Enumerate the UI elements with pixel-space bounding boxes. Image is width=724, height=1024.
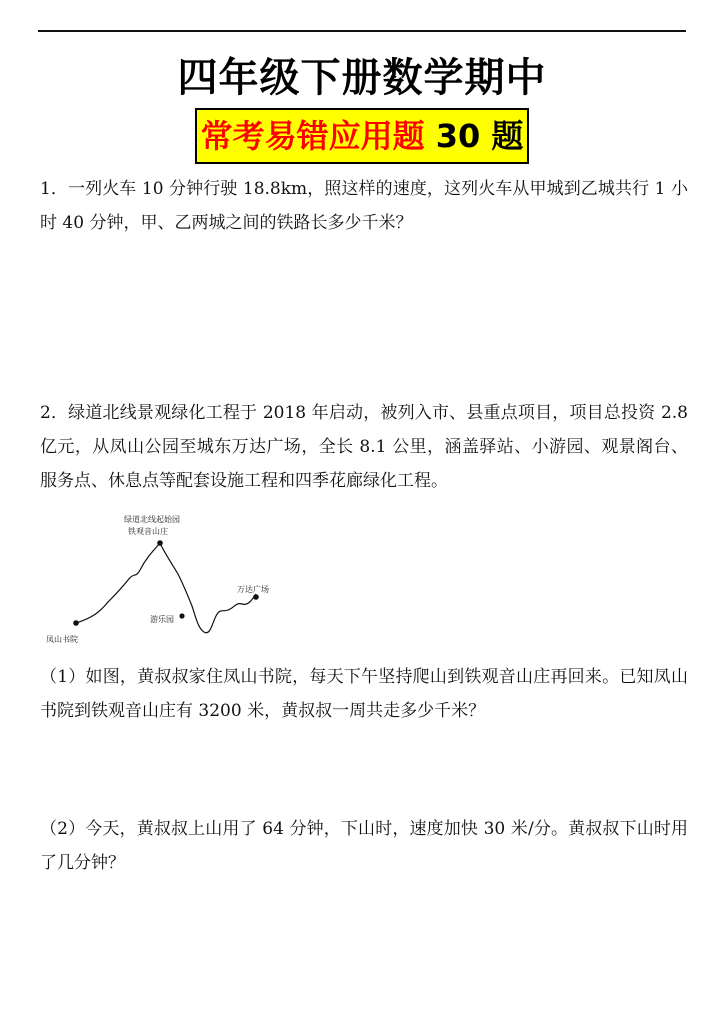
route-map <box>40 512 280 650</box>
question-2-intro: 2．绿道北线景观绿化工程于 2018 年启动，被列入市、县重点项目，项目总投资 2.8 亿元，从凤山公园至城东万达广场，全长 8.1 公里，涵盖驿站、小游园、观景阁台、服务点、休息点等配套设施工程和四季花廊绿化工程。 <box>40 403 688 491</box>
subtitle-banner <box>195 108 529 164</box>
top-rule <box>38 30 686 32</box>
point-youleyuan <box>179 613 184 618</box>
map-label-top-1: 绿道北线起始园 <box>124 515 180 524</box>
point-tieguanyin <box>157 540 163 546</box>
map-label-top-2: 铁观音山庄 <box>128 527 168 536</box>
subtitle-count-text: 30 题 <box>435 117 524 155</box>
subtitle-red-text: 常考易错应用题 <box>200 117 425 155</box>
question-2-part-2: （2）今天，黄叔叔上山用了 64 分钟，下山时，速度加快 30 米/分。黄叔叔下山时用了几分钟？ <box>40 819 688 873</box>
question-2-part-1: （1）如图，黄叔叔家住凤山书院，每天下午坚持爬山到铁观音山庄再回来。已知凤山书院到铁观音山庄有 3200 米，黄叔叔一周共走多少千米？ <box>40 667 688 721</box>
map-label-youleyuan: 游乐园 <box>150 615 174 624</box>
page-title: 四年级下册数学期中 <box>177 55 547 101</box>
map-label-fengshan: 凤山书院 <box>46 635 78 644</box>
map-label-wanda: 万达广场 <box>237 585 269 594</box>
point-fengshan <box>73 620 79 626</box>
question-1: 1．一列火车 10 分钟行驶 18.8km，照这样的速度，这列火车从甲城到乙城共行 1 小时 40 分钟，甲、乙两城之间的铁路长多少千米？ <box>40 179 688 233</box>
point-wanda <box>253 594 259 600</box>
